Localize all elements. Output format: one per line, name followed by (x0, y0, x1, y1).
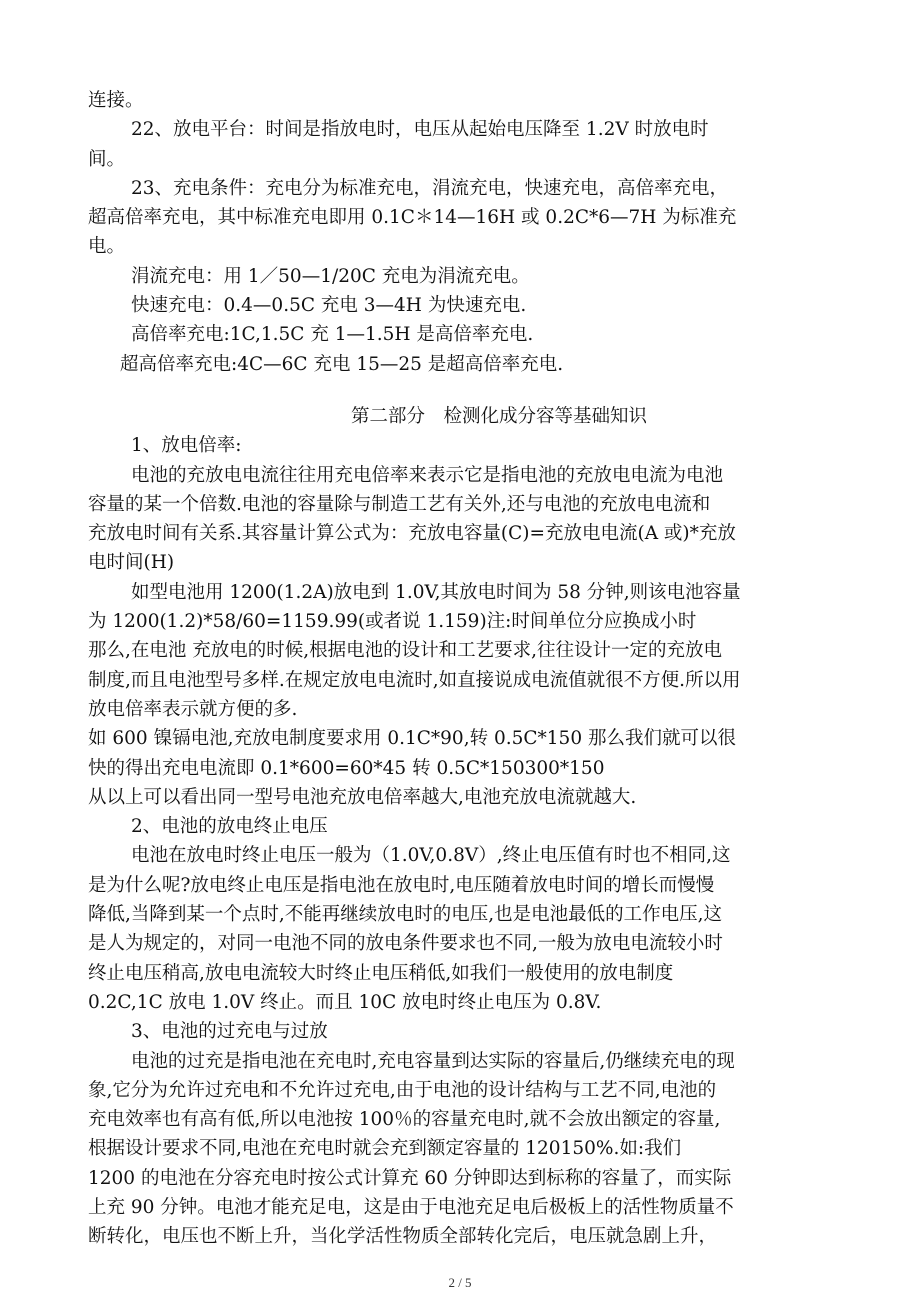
text-line: 23、充电条件：充电分为标准充电，涓流充电，快速充电，高倍率充电， (131, 177, 729, 199)
text-line: 象,它分为允许过充电和不允许过充电,由于电池的设计结构与工艺不同,电池的 (88, 1079, 717, 1101)
text-line: 间。 (88, 148, 126, 170)
text-line: 为 1200(1.2)*58/60=1159.99(或者说 1.159)注:时间单位分应换成小时 (88, 611, 697, 633)
text-line: 降低,当降到某一个点时,不能再继续放电时的电压,也是电池最低的工作电压,这 (88, 904, 723, 926)
text-line: 1200 的电池在分容充电时按公式计算充 60 分钟即达到标称的容量了，而实际 (88, 1167, 732, 1189)
text-line: 充放电时间有关系.其容量计算公式为：充放电容量(C)=充放电电流(A 或)*充放 (88, 523, 736, 545)
text-line: 电池在放电时终止电压一般为（1.0V,0.8V）,终止电压值有时也不相同,这 (131, 845, 731, 867)
text-line: 断转化，电压也不断上升，当化学活性物质全部转化完后，电压就急剧上升， (88, 1226, 718, 1248)
text-line: 制度,而且电池型号多样.在规定放电电流时,如直接说成电流值就很不方便.所以用 (88, 669, 741, 691)
section-body (88, 431, 840, 1251)
text-line: 电池的过充是指电池在充电时,充电容量到达实际的容量后,仍继续充电的现 (131, 1050, 735, 1072)
text-line: 快速充电：0.4—0.5C 充电 3—4H 为快速充电. (131, 295, 527, 317)
text-line: 那么,在电池 充放电的时候,根据电池的设计和工艺要求,往往设计一定的充放电 (88, 640, 723, 662)
text-line: 电池的充放电电流往往用充电倍率来表示它是指电池的充放电电流为电池 (131, 464, 724, 486)
text-line: 连接。 (88, 90, 144, 111)
text-line: 22、放电平台：时间是指放电时，电压从起始电压降至 1.2V 时放电时 (131, 119, 709, 141)
text-line: 3、电池的过充电与过放 (131, 1021, 328, 1043)
page-number: 2 / 5 (448, 1275, 472, 1290)
text-line: 快的得出充电电流即 0.1*600=60*45 转 0.5C*150300*150 (88, 757, 605, 779)
text-line: 涓流充电：用 1／50—1/20C 充电为涓流充电。 (131, 265, 530, 287)
section-continuation (88, 86, 840, 379)
text-line: 放电倍率表示就方便的多. (88, 698, 298, 720)
text-line: 根据设计要求不同,电池在充电时就会充到额定容量的 120150%.如:我们 (88, 1138, 682, 1160)
text-line: 2、电池的放电终止电压 (131, 816, 328, 838)
text-line: 高倍率充电:1C,1.5C 充 1—1.5H 是高倍率充电. (131, 324, 534, 346)
text-line: 1、放电倍率: (131, 435, 242, 457)
text-line: 从以上可以看出同一型号电池充放电倍率越大,电池充放电流就越大. (88, 786, 637, 808)
text-line: 上充 90 分钟。电池才能充足电，这是由于电池充足电后极板上的活性物质量不 (88, 1196, 734, 1218)
text-line: 0.2C,1C 放电 1.0V 终止。而且 10C 放电时终止电压为 0.8V. (88, 991, 602, 1013)
text-line: 终止电压稍高,放电电流较大时终止电压稍低,如我们一般使用的放电制度 (88, 962, 674, 984)
section-heading: 第二部分 检测化成分容等基础知识 (350, 405, 647, 427)
text-line: 容量的某一个倍数.电池的容量除与制造工艺有关外,还与电池的充放电电流和 (88, 493, 711, 515)
text-line: 如 600 镍镉电池,充放电制度要求用 0.1C*90,转 0.5C*150 那么我们就可以很 (88, 728, 736, 750)
document-body (88, 86, 840, 1252)
text-line: 电。 (88, 236, 126, 258)
text-line: 超高倍率充电，其中标准充电即用 0.1C＊14—16H 或 0.2C*6—7H 为标准充 (88, 207, 737, 229)
text-line: 充电效率也有高有低,所以电池按 100％的容量充电时,就不会放出额定的容量, (88, 1109, 721, 1131)
text-line: 超高倍率充电:4C—6C 充电 15—25 是超高倍率充电. (120, 353, 564, 375)
text-line: 是为什么呢?放电终止电压是指电池在放电时,电压随着放电时间的增长而慢慢 (88, 874, 715, 896)
text-line: 电时间(H) (88, 552, 175, 574)
text-line: 是人为规定的，对同一电池不同的放电条件要求也不同,一般为放电电流较小时 (88, 933, 723, 955)
text-line: 如型电池用 1200(1.2A)放电到 1.0V,其放电时间为 58 分钟,则该电池容量 (131, 581, 741, 603)
